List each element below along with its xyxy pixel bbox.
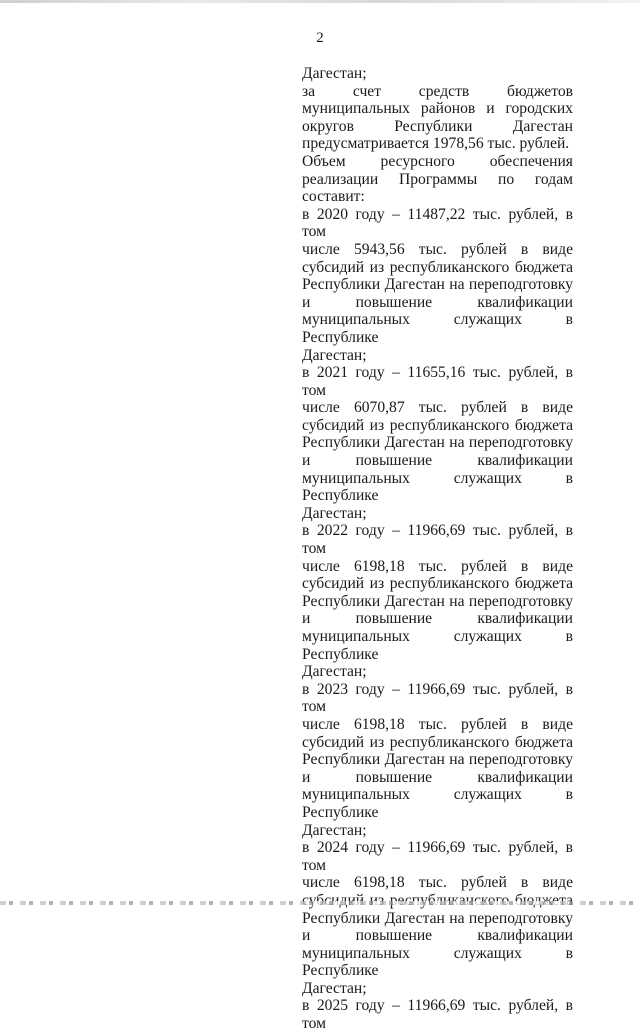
text-line: числе 6198,18 тыс. рублей в виде — [302, 557, 573, 575]
text-line: числе 5943,56 тыс. рублей в виде — [302, 240, 573, 258]
text-line: и повышение квалификации — [302, 927, 573, 945]
text-line: муниципальных служащих в Республике — [302, 628, 573, 663]
text-line: и повышение квалификации — [302, 452, 573, 470]
text-line: в 2024 году – 11966,69 тыс. рублей, в том — [302, 839, 573, 874]
text-line: Республики Дагестан на переподготовку — [302, 434, 573, 452]
text-line: Дагестан; — [302, 504, 367, 522]
document-text-column — [302, 65, 573, 1033]
text-line: числе 6198,18 тыс. рублей в виде — [302, 715, 573, 733]
text-line: Республики Дагестан на переподготовку — [302, 276, 573, 294]
text-line: Дагестан; — [302, 346, 367, 364]
scan-edge-bottom — [0, 901, 640, 905]
text-line: субсидий из республиканского бюджета — [302, 575, 573, 593]
text-line: Республики Дагестан на переподготовку — [302, 592, 573, 610]
text-line: муниципальных районов и городских — [302, 100, 573, 118]
text-line: Дагестан; — [302, 821, 367, 839]
text-line: Республики Дагестан на переподготовку — [302, 909, 573, 927]
text-line: субсидий из республиканского бюджета — [302, 733, 573, 751]
text-line: Объем ресурсного обеспечения — [302, 152, 573, 170]
text-line: числе 6070,87 тыс. рублей в виде — [302, 399, 573, 417]
text-line: и повышение квалификации — [302, 293, 573, 311]
text-line: муниципальных служащих в Республике — [302, 944, 573, 980]
text-line: в 2022 году – 11966,69 тыс. рублей, в том — [302, 522, 573, 558]
text-line: реализации Программы по годам — [302, 170, 573, 188]
text-line: субсидий из республиканского бюджета — [302, 416, 573, 434]
text-line: в 2023 году – 11966,69 тыс. рублей, в том — [302, 680, 573, 716]
text-line: муниципальных служащих в Республике — [302, 469, 573, 505]
text-line: Дагестан; — [302, 663, 367, 681]
text-line: за счет средств бюджетов — [302, 82, 573, 100]
page-number: 2 — [316, 30, 324, 46]
text-line: в 2025 году – 11966,69 тыс. рублей, в том — [302, 997, 573, 1033]
text-line: округов Республики Дагестан — [302, 117, 573, 135]
text-line: муниципальных служащих в Республике — [302, 786, 573, 821]
text-line: и повышение квалификации — [302, 610, 573, 628]
text-line: Дагестан; — [302, 979, 367, 997]
text-line: субсидий из республиканского бюджета — [302, 258, 573, 276]
text-line: Дагестан; — [302, 65, 367, 82]
text-line: в 2020 году – 11487,22 тыс. рублей, в том — [302, 205, 573, 241]
text-line: Республики Дагестан на переподготовку — [302, 751, 573, 769]
text-line: муниципальных служащих в Республике — [302, 311, 573, 346]
text-line: составит: — [302, 188, 365, 206]
text-line: в 2021 году – 11655,16 тыс. рублей, в том — [302, 364, 573, 399]
text-line: числе 6198,18 тыс. рублей в виде — [302, 874, 573, 892]
text-line: и повышение квалификации — [302, 768, 573, 786]
text-line: предусматривается 1978,56 тыс. рублей. — [302, 135, 570, 153]
scan-edge-top — [0, 0, 640, 3]
